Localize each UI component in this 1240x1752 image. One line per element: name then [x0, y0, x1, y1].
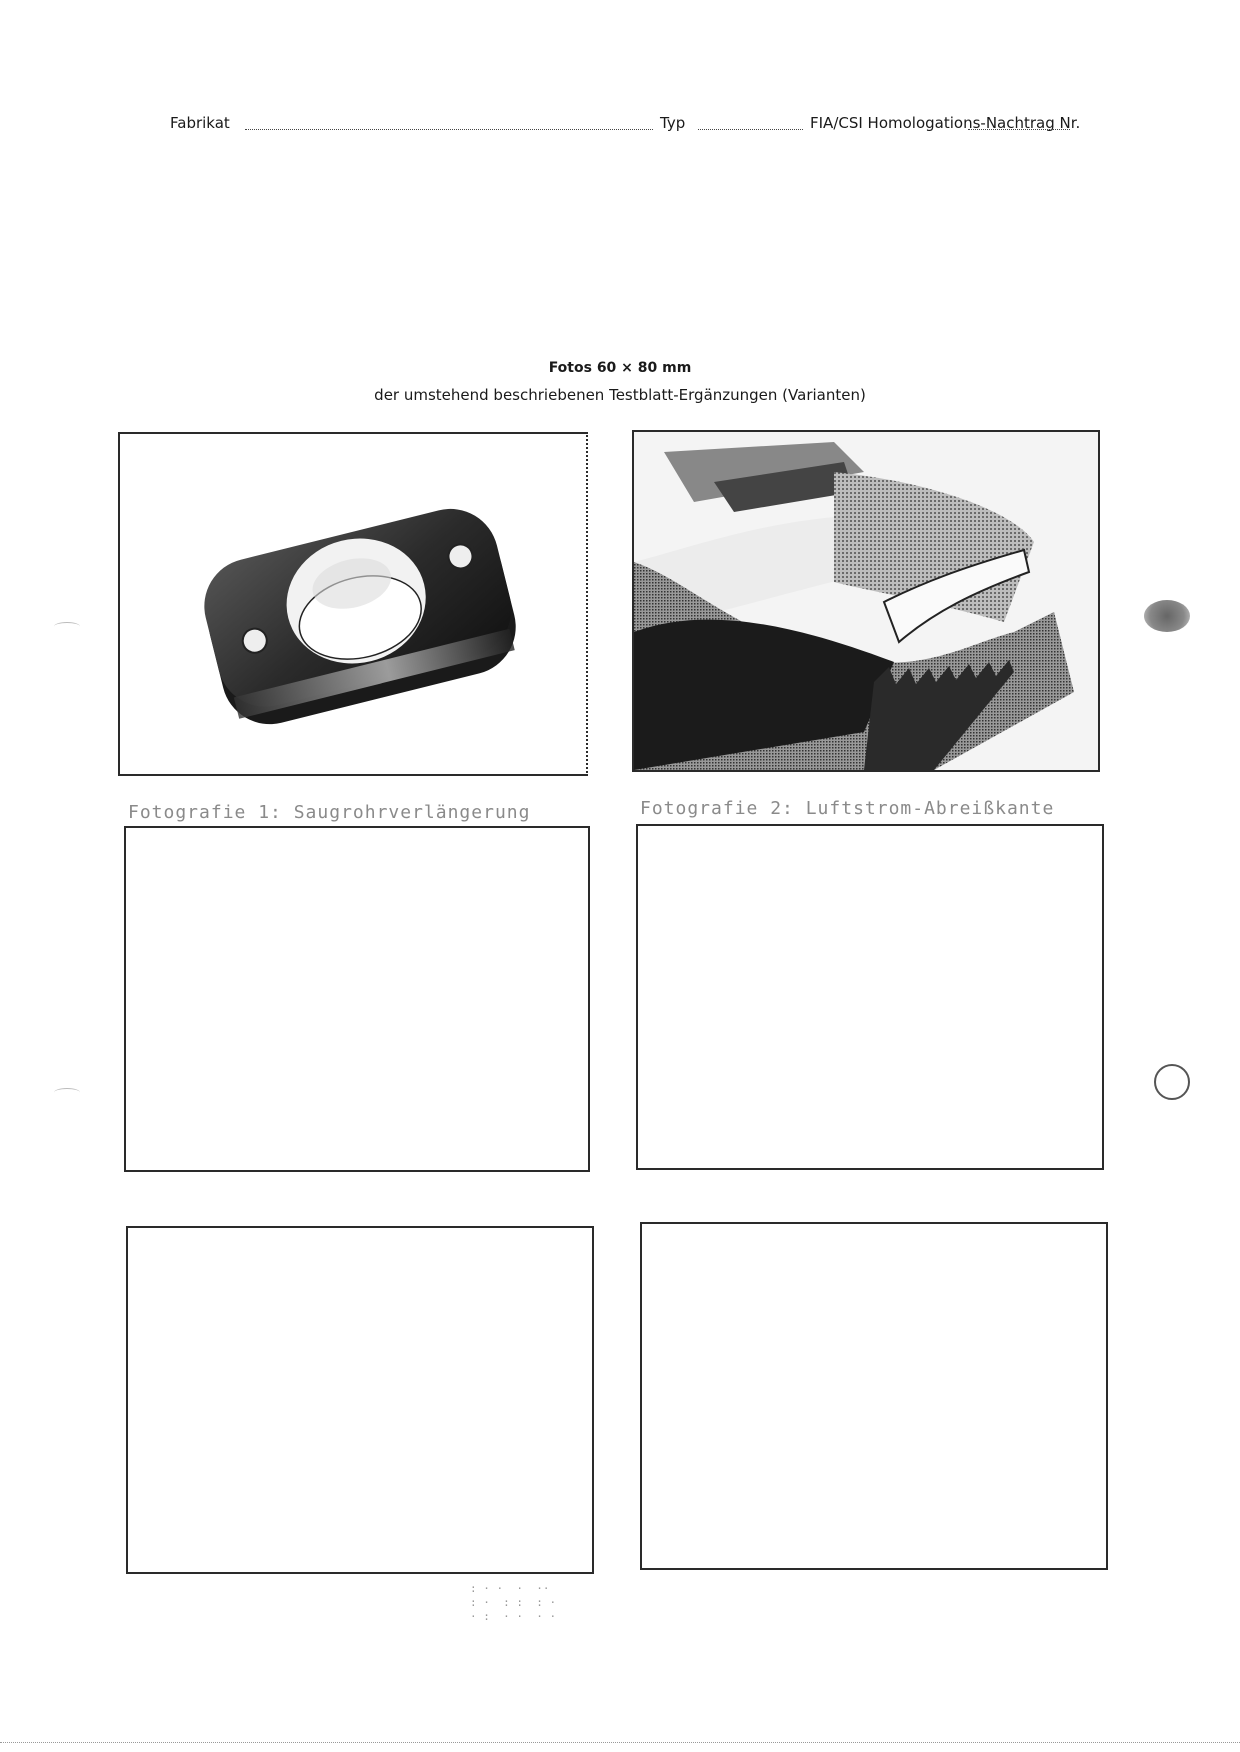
scan-specks: : · · · ·· : · : : : · · : · · · · [470, 1582, 557, 1623]
supplement-number-field [968, 129, 1070, 130]
photo-frame-1 [118, 432, 588, 776]
make-field [245, 129, 653, 130]
photo-caption-1: Fotografie 1: Saugrohrverlängerung [128, 802, 531, 823]
page-bottom-edge [0, 1742, 1240, 1743]
type-label: Typ [660, 114, 686, 132]
punch-hole-top [1144, 600, 1190, 632]
form-header [170, 112, 1081, 136]
type-field [698, 129, 803, 130]
photo-frame-5 [126, 1226, 594, 1574]
photo-caption-2: Fotografie 2: Luftstrom-Abreißkante [640, 798, 1055, 819]
supplement-label: FIA/CSI Homologations-Nachtrag Nr. [810, 114, 1081, 132]
photo-frame-3 [124, 826, 590, 1172]
photo-frame-6 [640, 1222, 1108, 1570]
margin-mark-1 [54, 622, 80, 631]
margin-mark-2 [54, 1088, 80, 1097]
photos-heading: Fotos 60 × 80 mm [548, 360, 692, 376]
photo-frame-4 [636, 824, 1104, 1170]
make-label: Fabrikat [170, 114, 230, 132]
photos-subheading: der umstehend beschriebenen Testblatt-Ergänzungen (Varianten) [374, 386, 866, 404]
punch-hole-bottom [1154, 1064, 1190, 1100]
intake-spacer-photo [120, 434, 586, 774]
photo-frame-2 [632, 430, 1100, 772]
spoiler-photo [634, 432, 1098, 770]
